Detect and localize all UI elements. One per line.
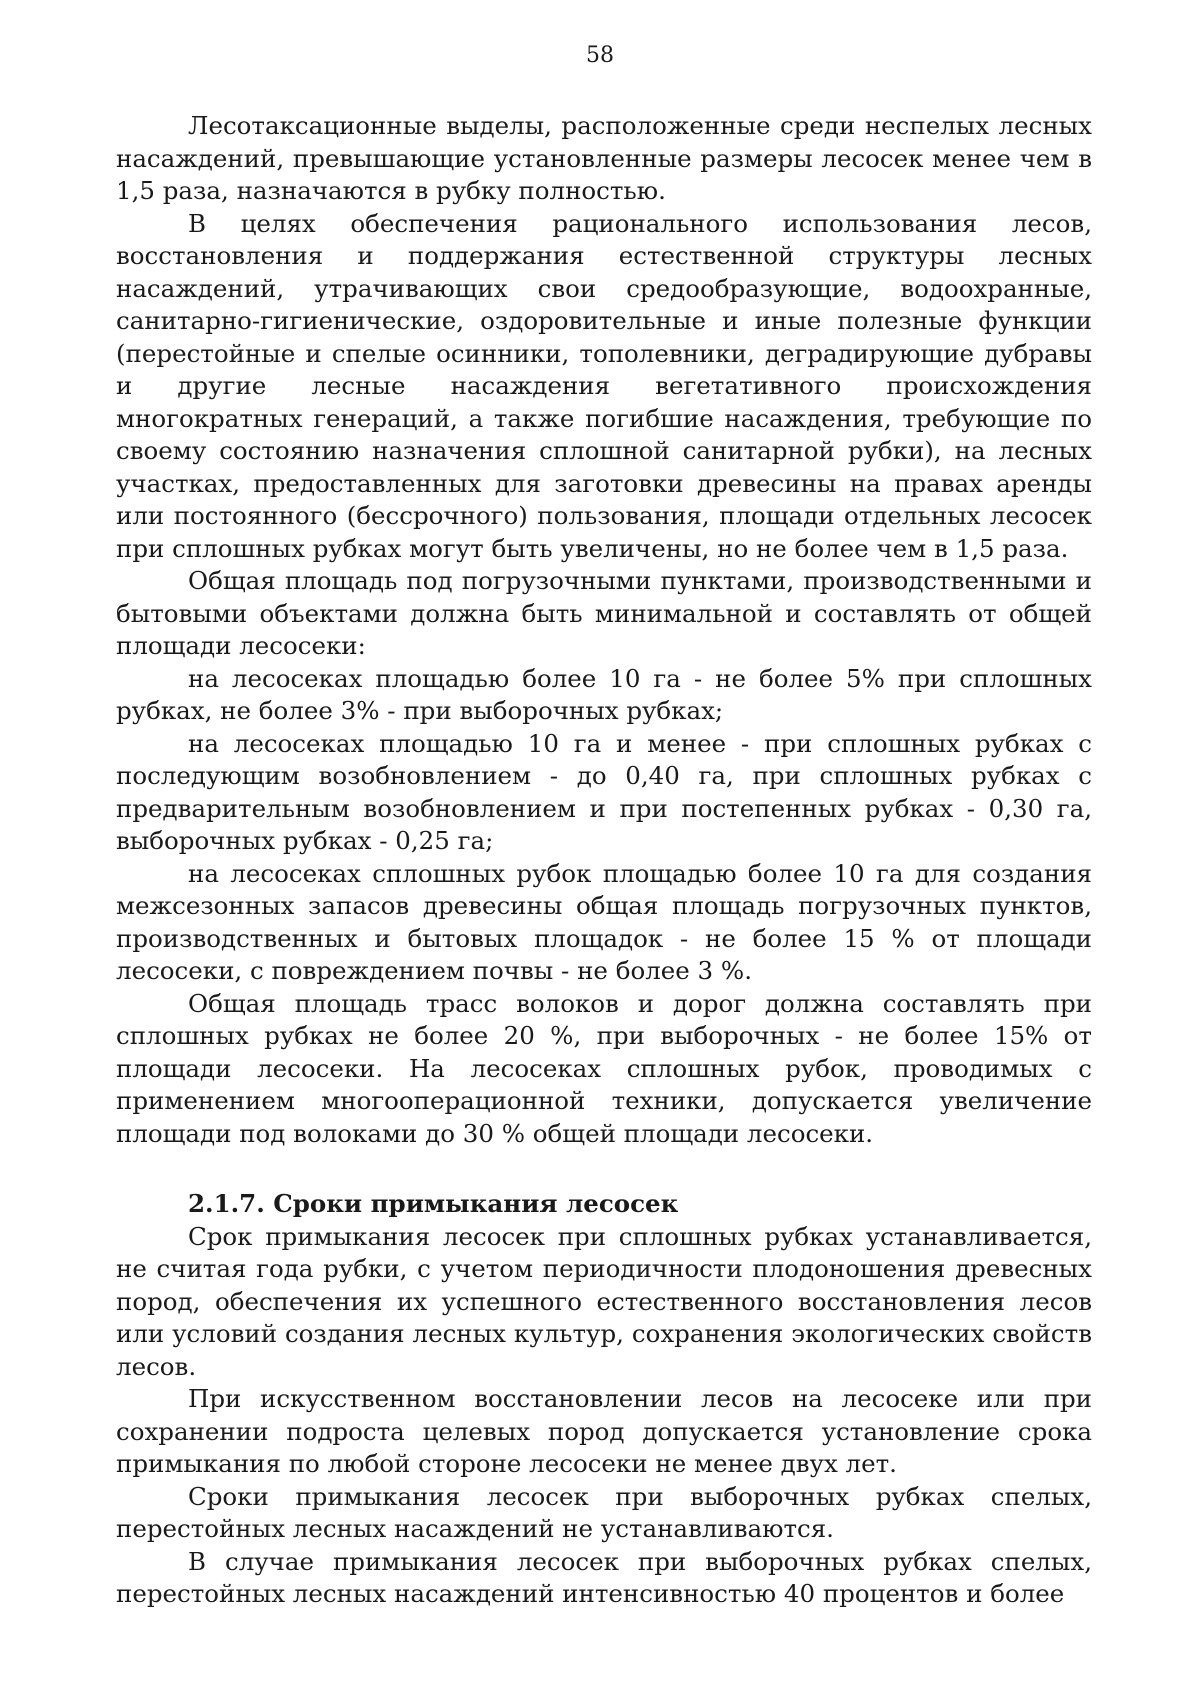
- page-number: 58: [586, 43, 614, 68]
- paragraph: В случае примыкания лесосек при выборочных рубках спелых, перестойных лесных насаждений интенсивностью 40 процентов и более: [116, 1546, 1092, 1608]
- paragraph: В целях обеспечения рационального использования лесов, восстановления и поддержания естественной структуры лесных насаждений, утрачивающих свои средообразующие, водоохранные, санитарно-гигиенические, оздоровительные и иные полезные функции (перестойные и спелые осинники, тополевники, деградирующие дубравы и другие лесные насаждения вегетативного происхождения многократных генераций, а также погибшие насаждения, требующие по своему состоянию назначения сплошной санитарной рубки), на лесных участках, предоставленных для заготовки древесины на правах аренды или постоянного (бессрочного) пользования, площади отдельных лесосек при сплошных рубках могут быть увеличены, но не более чем в 1,5 раза.: [116, 208, 1092, 563]
- paragraph: Срок примыкания лесосек при сплошных рубках устанавливается, не считая года рубки, с учетом периодичности плодоношения древесных пород, обеспечения их успешного естественного восстановления лесов или условий создания лесных культур, сохранения экологических свойств лесов.: [116, 1221, 1092, 1381]
- document-body: [116, 110, 1092, 1611]
- paragraph: Лесотаксационные выделы, расположенные среди неспелых лесных насаждений, превышающие установленные размеры лесосек менее чем в 1,5 раза, назначаются в рубку полностью.: [116, 111, 1092, 205]
- section-heading: 2.1.7. Сроки примыкания лесосек: [188, 1189, 679, 1218]
- paragraph: При искусственном восстановлении лесов на лесосеке или при сохранении подроста целевых пород допускается установление срока примыкания по любой стороне лесосеки не менее двух лет.: [116, 1384, 1092, 1478]
- paragraph: на лесосеках площадью 10 га и менее - при сплошных рубках с последующим возобновлением - до 0,40 га, при сплошных рубках с предварительным возобновлением и при постепенных рубках - 0,30 га, выборочных рубках - 0,25 га;: [116, 728, 1092, 855]
- paragraph: Общая площадь трасс волоков и дорог должна составлять при сплошных рубках не более 20 %, при выборочных - не более 15% от площади лесосеки. На лесосеках сплошных рубок, проводимых с применением многооперационной техники, допускается увеличение площади под волоками до 30 % общей площади лесосеки.: [116, 988, 1092, 1148]
- paragraph: на лесосеках площадью более 10 га - не более 5% при сплошных рубках, не более 3% - при выборочных рубках;: [116, 663, 1092, 725]
- paragraph: Сроки примыкания лесосек при выборочных рубках спелых, перестойных лесных насаждений не устанавливаются.: [116, 1481, 1092, 1543]
- paragraph: на лесосеках сплошных рубок площадью более 10 га для создания межсезонных запасов древесины общая площадь погрузочных пунктов, производственных и бытовых площадок - не более 15 % от площади лесосеки, с повреждением почвы - не более 3 %.: [116, 858, 1092, 985]
- paragraph: Общая площадь под погрузочными пунктами, производственными и бытовыми объектами должна быть минимальной и составлять от общей площади лесосеки:: [116, 566, 1092, 660]
